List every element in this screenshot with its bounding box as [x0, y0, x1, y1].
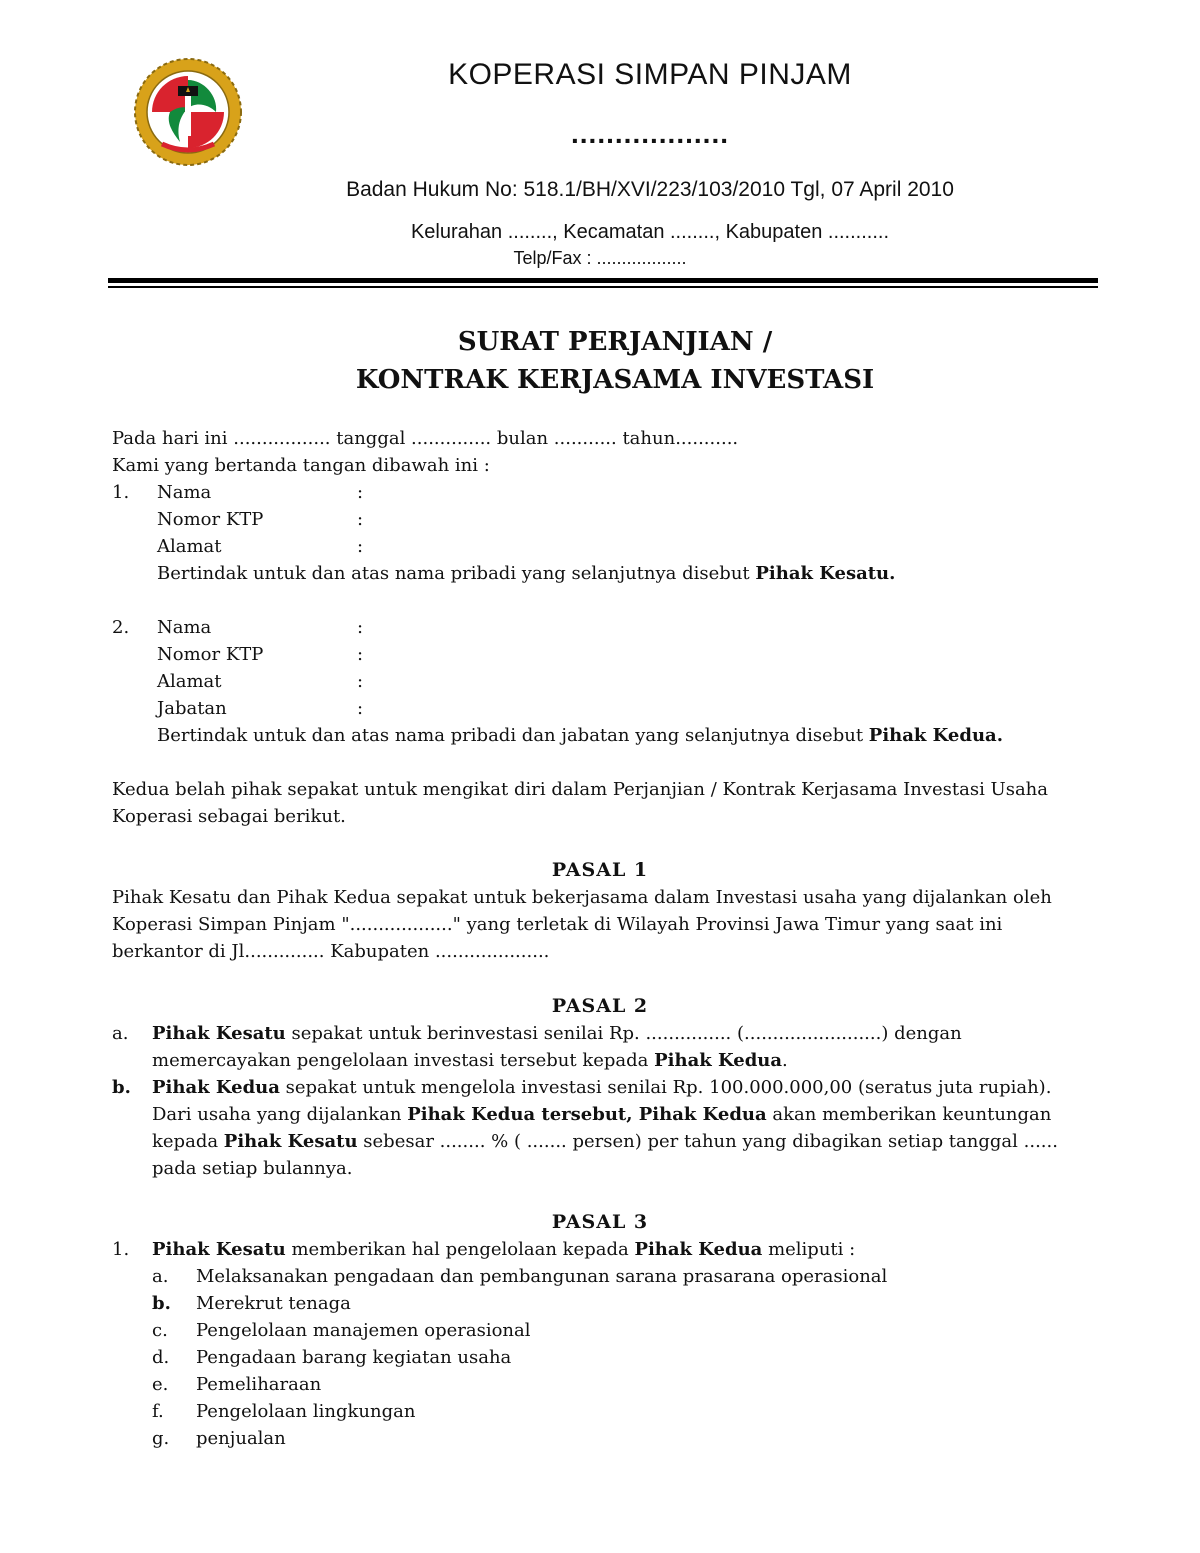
party-1-field-label: Nomor KTP: [157, 509, 264, 530]
party-2-field-colon: :: [357, 617, 364, 638]
legal-entity-line: Badan Hukum No: 518.1/BH/XVI/223/103/2010 Tgl, 07 April 2010: [346, 178, 954, 201]
address-line: Kelurahan ........, Kecamatan ........, Kabupaten ...........: [410, 221, 890, 243]
document-title-line-1: SURAT PERJANJIAN /: [457, 327, 773, 357]
organization-name: KOPERASI SIMPAN PINJAM: [448, 58, 852, 91]
document-title-line-2: KONTRAK KERJASAMA INVESTASI: [355, 365, 875, 395]
pasal-3-item-1-number: 1.: [112, 1239, 130, 1260]
party-1-field-colon: :: [357, 536, 364, 557]
party-2-field-label: Alamat: [157, 671, 222, 692]
party-2-field-label: Jabatan: [157, 698, 227, 719]
pasal-3-subitem-text: Pengelolaan manajemen operasional: [196, 1320, 531, 1341]
pasal-2-item-a-line: memercayakan pengelolaan investasi tersebut kepada Pihak Kedua.: [152, 1050, 788, 1071]
contact-line: Telp/Fax : ..................: [513, 248, 687, 268]
party-2-field-colon: :: [357, 644, 364, 665]
pasal-2-item-a-line: Pihak Kesatu sepakat untuk berinvestasi senilai Rp. ............... (........................) dengan: [152, 1023, 962, 1044]
pasal-3-subitem-text: Pengadaan barang kegiatan usaha: [196, 1347, 512, 1368]
party-1-field-colon: :: [357, 482, 364, 503]
party-2-statement: Bertindak untuk dan atas nama pribadi dan jabatan yang selanjutnya disebut Pihak Kedua.: [157, 725, 1003, 746]
party-1-number: 1.: [112, 482, 130, 503]
pasal-1-heading: PASAL 1: [551, 859, 649, 881]
party-2-field-label: Nama: [157, 617, 212, 638]
koperasi-logo: [132, 56, 244, 168]
pasal-3-subitem-text: Pengelolaan lingkungan: [196, 1401, 416, 1422]
party-1-field-label: Nama: [157, 482, 212, 503]
agreement-paragraph-line: Koperasi sebagai berikut.: [112, 806, 346, 827]
party-2-field-label: Nomor KTP: [157, 644, 264, 665]
pasal-3-subitem-text: Melaksanakan pengadaan dan pembangunan sarana prasarana operasional: [196, 1266, 888, 1287]
pasal-1-text-line: berkantor di Jl.............. Kabupaten ....................: [112, 941, 550, 962]
pasal-3-heading: PASAL 3: [551, 1211, 649, 1233]
pasal-3-subitem-letter: g.: [152, 1428, 170, 1449]
letterhead-rule-thick: [108, 278, 1098, 283]
pasal-3-subitem-letter: b.: [152, 1293, 171, 1314]
pasal-2-item-b-line: Dari usaha yang dijalankan Pihak Kedua tersebut, Pihak Kedua akan memberikan keuntungan: [152, 1104, 1052, 1125]
pasal-3-subitem-letter: f.: [152, 1401, 164, 1422]
signatories-line: Kami yang bertanda tangan dibawah ini :: [112, 455, 490, 476]
agreement-paragraph-line: Kedua belah pihak sepakat untuk mengikat diri dalam Perjanjian / Kontrak Kerjasama Investasi Usaha: [112, 779, 1049, 800]
pasal-1-text-line: Pihak Kesatu dan Pihak Kedua sepakat untuk bekerjasama dalam Investasi usaha yang dijalankan oleh: [112, 887, 1052, 908]
pasal-3-subitem-text: Merekrut tenaga: [196, 1293, 351, 1314]
pasal-3-subitem-text: Pemeliharaan: [196, 1374, 322, 1395]
organization-name-placeholder: ..................: [570, 118, 730, 149]
party-1-field-label: Alamat: [157, 536, 222, 557]
letterhead-rule-thin: [108, 286, 1098, 288]
party-2-field-colon: :: [357, 698, 364, 719]
party-1-statement: Bertindak untuk dan atas nama pribadi yang selanjutnya disebut Pihak Kesatu.: [157, 563, 896, 584]
pasal-2-heading: PASAL 2: [551, 995, 649, 1017]
pasal-3-subitem-letter: e.: [152, 1374, 169, 1395]
party-2-field-colon: :: [357, 671, 364, 692]
pasal-3-subitem-letter: c.: [152, 1320, 168, 1341]
pasal-3-item-1-text: Pihak Kesatu memberikan hal pengelolaan kepada Pihak Kedua meliputi :: [152, 1239, 856, 1260]
pasal-2-item-b-line: Pihak Kedua sepakat untuk mengelola investasi senilai Rp. 100.000.000,00 (seratus juta rupiah).: [152, 1077, 1052, 1098]
pasal-1-text-line: Koperasi Simpan Pinjam ".................." yang terletak di Wilayah Provinsi Jawa Timur yang saat ini: [112, 914, 1003, 935]
pasal-3-subitem-letter: a.: [152, 1266, 169, 1287]
pasal-2-item-b-line: kepada Pihak Kesatu sebesar ........ % ( ....... persen) per tahun yang dibagikan setiap tanggal ......: [152, 1131, 1058, 1152]
pasal-2-item-a-letter: a.: [112, 1023, 129, 1044]
pasal-3-subitem-letter: d.: [152, 1347, 170, 1368]
pasal-3-subitem-text: penjualan: [196, 1428, 286, 1449]
party-1-field-colon: :: [357, 509, 364, 530]
date-line: Pada hari ini ................. tanggal .............. bulan ........... tahun...........: [112, 428, 739, 449]
party-2-number: 2.: [112, 617, 130, 638]
pasal-2-item-b-line: pada setiap bulannya.: [152, 1158, 353, 1179]
pasal-2-item-b-letter: b.: [112, 1077, 131, 1098]
